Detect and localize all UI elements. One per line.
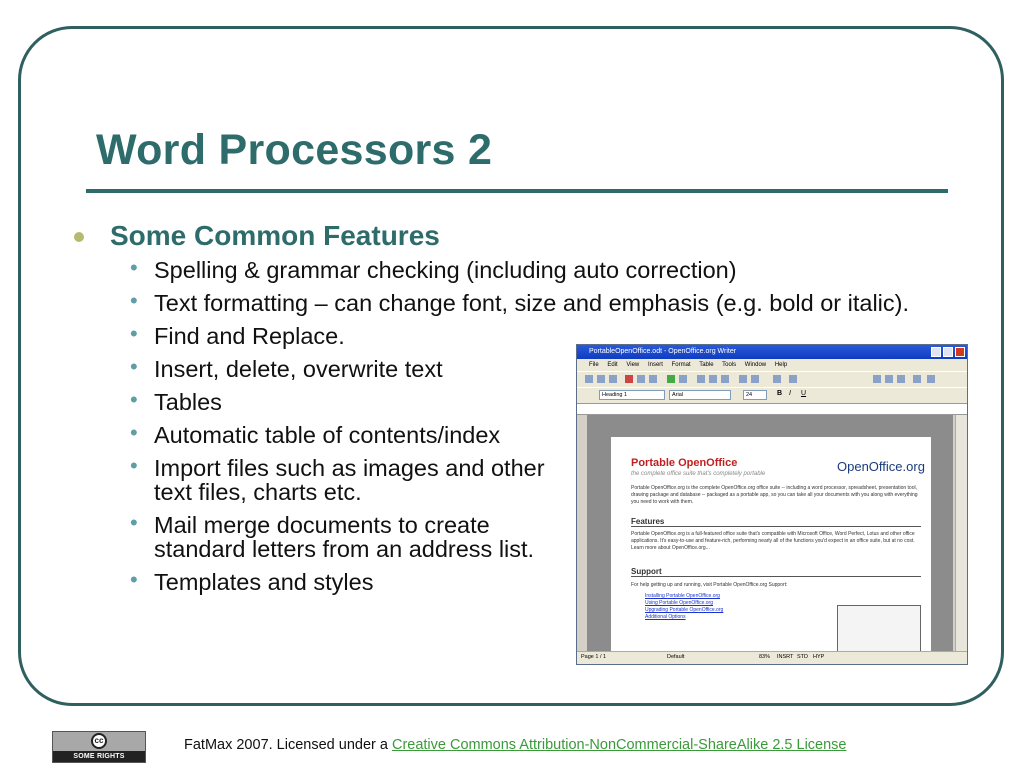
list-item: • Spelling & grammar checking (including auto correction) [130,255,737,283]
gallery-icon [897,375,905,383]
list-item: • Templates and styles [130,567,374,595]
find-icon [873,375,881,383]
font-size-box: 24 [743,390,767,400]
formatting-toolbar [577,387,967,403]
new-doc-icon [585,375,593,383]
menu-help: Help [774,362,788,368]
redo-icon [751,375,759,383]
bullet-icon: • [130,255,138,280]
slide-title: Word Processors 2 [96,126,493,174]
window-title: PortableOpenOffice.odt - OpenOffice.org Writer [589,348,737,355]
font-name-box: Arial [669,390,731,400]
maximize-icon [943,347,953,357]
doc-support-text: For help getting up and running, visit Portable OpenOffice.org Support: [631,582,788,588]
license-link[interactable]: Creative Commons Attribution-NonCommercial-ShareAlike 2.5 License [391,737,847,753]
standard-toolbar [577,371,967,387]
menu-tools: Tools [722,362,737,368]
pdf-icon [625,375,633,383]
title-underline [86,189,948,193]
spellcheck-icon [667,375,675,383]
document-page [611,437,931,651]
footer-license [184,737,847,753]
menu-insert: Insert [647,362,663,368]
bullet-icon: • [130,387,138,412]
menu-edit: Edit [607,362,618,368]
doc-features-text: Portable OpenOffice.org is a full-featured office suite that's compatible with Microsoft Office, Word Perfect, Lotus and other office applications. It's easy-to-use and feature-rich, performing nearly all of the functions you'd expect in an office suite, but at no cost. Learn more about OpenOffice.org... [631,531,915,551]
undo-icon [739,375,747,383]
vertical-scrollbar [955,415,967,651]
document-area [587,415,953,651]
doc-intro: Portable OpenOffice.org is the complete OpenOffice.org office suite -- including a word processor, spreadsheet, presentation tool, drawing package and database -- packaged as a portable app, so you can take all your documents with you along with everything you need to work with them. [631,485,918,505]
paste-icon [721,375,729,383]
bullet-icon: • [130,288,138,313]
menu-format: Format [671,362,691,368]
autospell-icon [679,375,687,383]
bullet-icon: • [130,354,138,379]
menu-bar [577,359,967,371]
draw-icon [789,375,797,383]
some-rights-reserved-text: SOME RIGHTS RESERVED [53,751,145,762]
doc-title: Portable OpenOffice [631,457,738,469]
list-item: • Tables [130,387,222,415]
list-item: • Import files such as images and other text files, charts etc. [130,453,545,505]
doc-features-heading: Features [631,517,921,527]
bullet-icon: • [130,420,138,445]
list-item: • Automatic table of contents/index [130,420,501,448]
bullet-icon: • [130,567,138,592]
status-bar: Page 1 / 1 Default 83% INSRT STD HYP [577,651,967,664]
window-title-bar [577,345,967,359]
bullet-icon: • [130,510,138,535]
writer-screenshot [576,344,968,665]
close-icon [955,347,965,357]
openoffice-logo: OpenOffice.org [837,459,925,474]
menu-table: Table [699,362,714,368]
table-icon [773,375,781,383]
doc-thumbnail [837,605,921,653]
save-icon [609,375,617,383]
menu-file: File [589,362,599,368]
cc-icon: cc [91,733,107,749]
footer-prefix: FatMax 2007. Licensed under a [184,737,392,753]
cut-icon [697,375,705,383]
creative-commons-badge [52,731,146,771]
minimize-icon [931,347,941,357]
list-item: • Mail merge documents to create standard letters from an address list. [130,510,535,562]
print-icon [637,375,645,383]
open-icon [597,375,605,383]
list-item: • Insert, delete, overwrite text [130,354,443,382]
preview-icon [649,375,657,383]
doc-support-links: Installing Portable OpenOffice.org Using Portable OpenOffice.org Upgrading Portable OpenOffice.org Additional Options [645,593,724,620]
navigator-icon [885,375,893,383]
underline-icon: U [801,390,807,397]
menu-view: View [626,362,640,368]
paragraph-style-box: Heading 1 [599,390,665,400]
doc-subtitle: the complete office suite that's completely portable [631,471,766,477]
list-item: • Text formatting – can change font, size and emphasis (e.g. bold or italic). [130,288,910,316]
ruler [577,403,967,415]
list-item: • Find and Replace. [130,321,345,349]
zoom-icon [927,375,935,383]
doc-support-heading: Support [631,567,921,577]
nonprint-icon [913,375,921,383]
section-heading: Some Common Features [110,220,440,251]
menu-window: Window [744,362,767,368]
bold-icon: B [777,390,783,397]
bullet-icon: • [130,321,138,346]
bullet-icon: • [130,453,138,478]
italic-icon: I [789,390,791,397]
copy-icon [709,375,717,383]
bullet-dot-icon [74,232,84,242]
